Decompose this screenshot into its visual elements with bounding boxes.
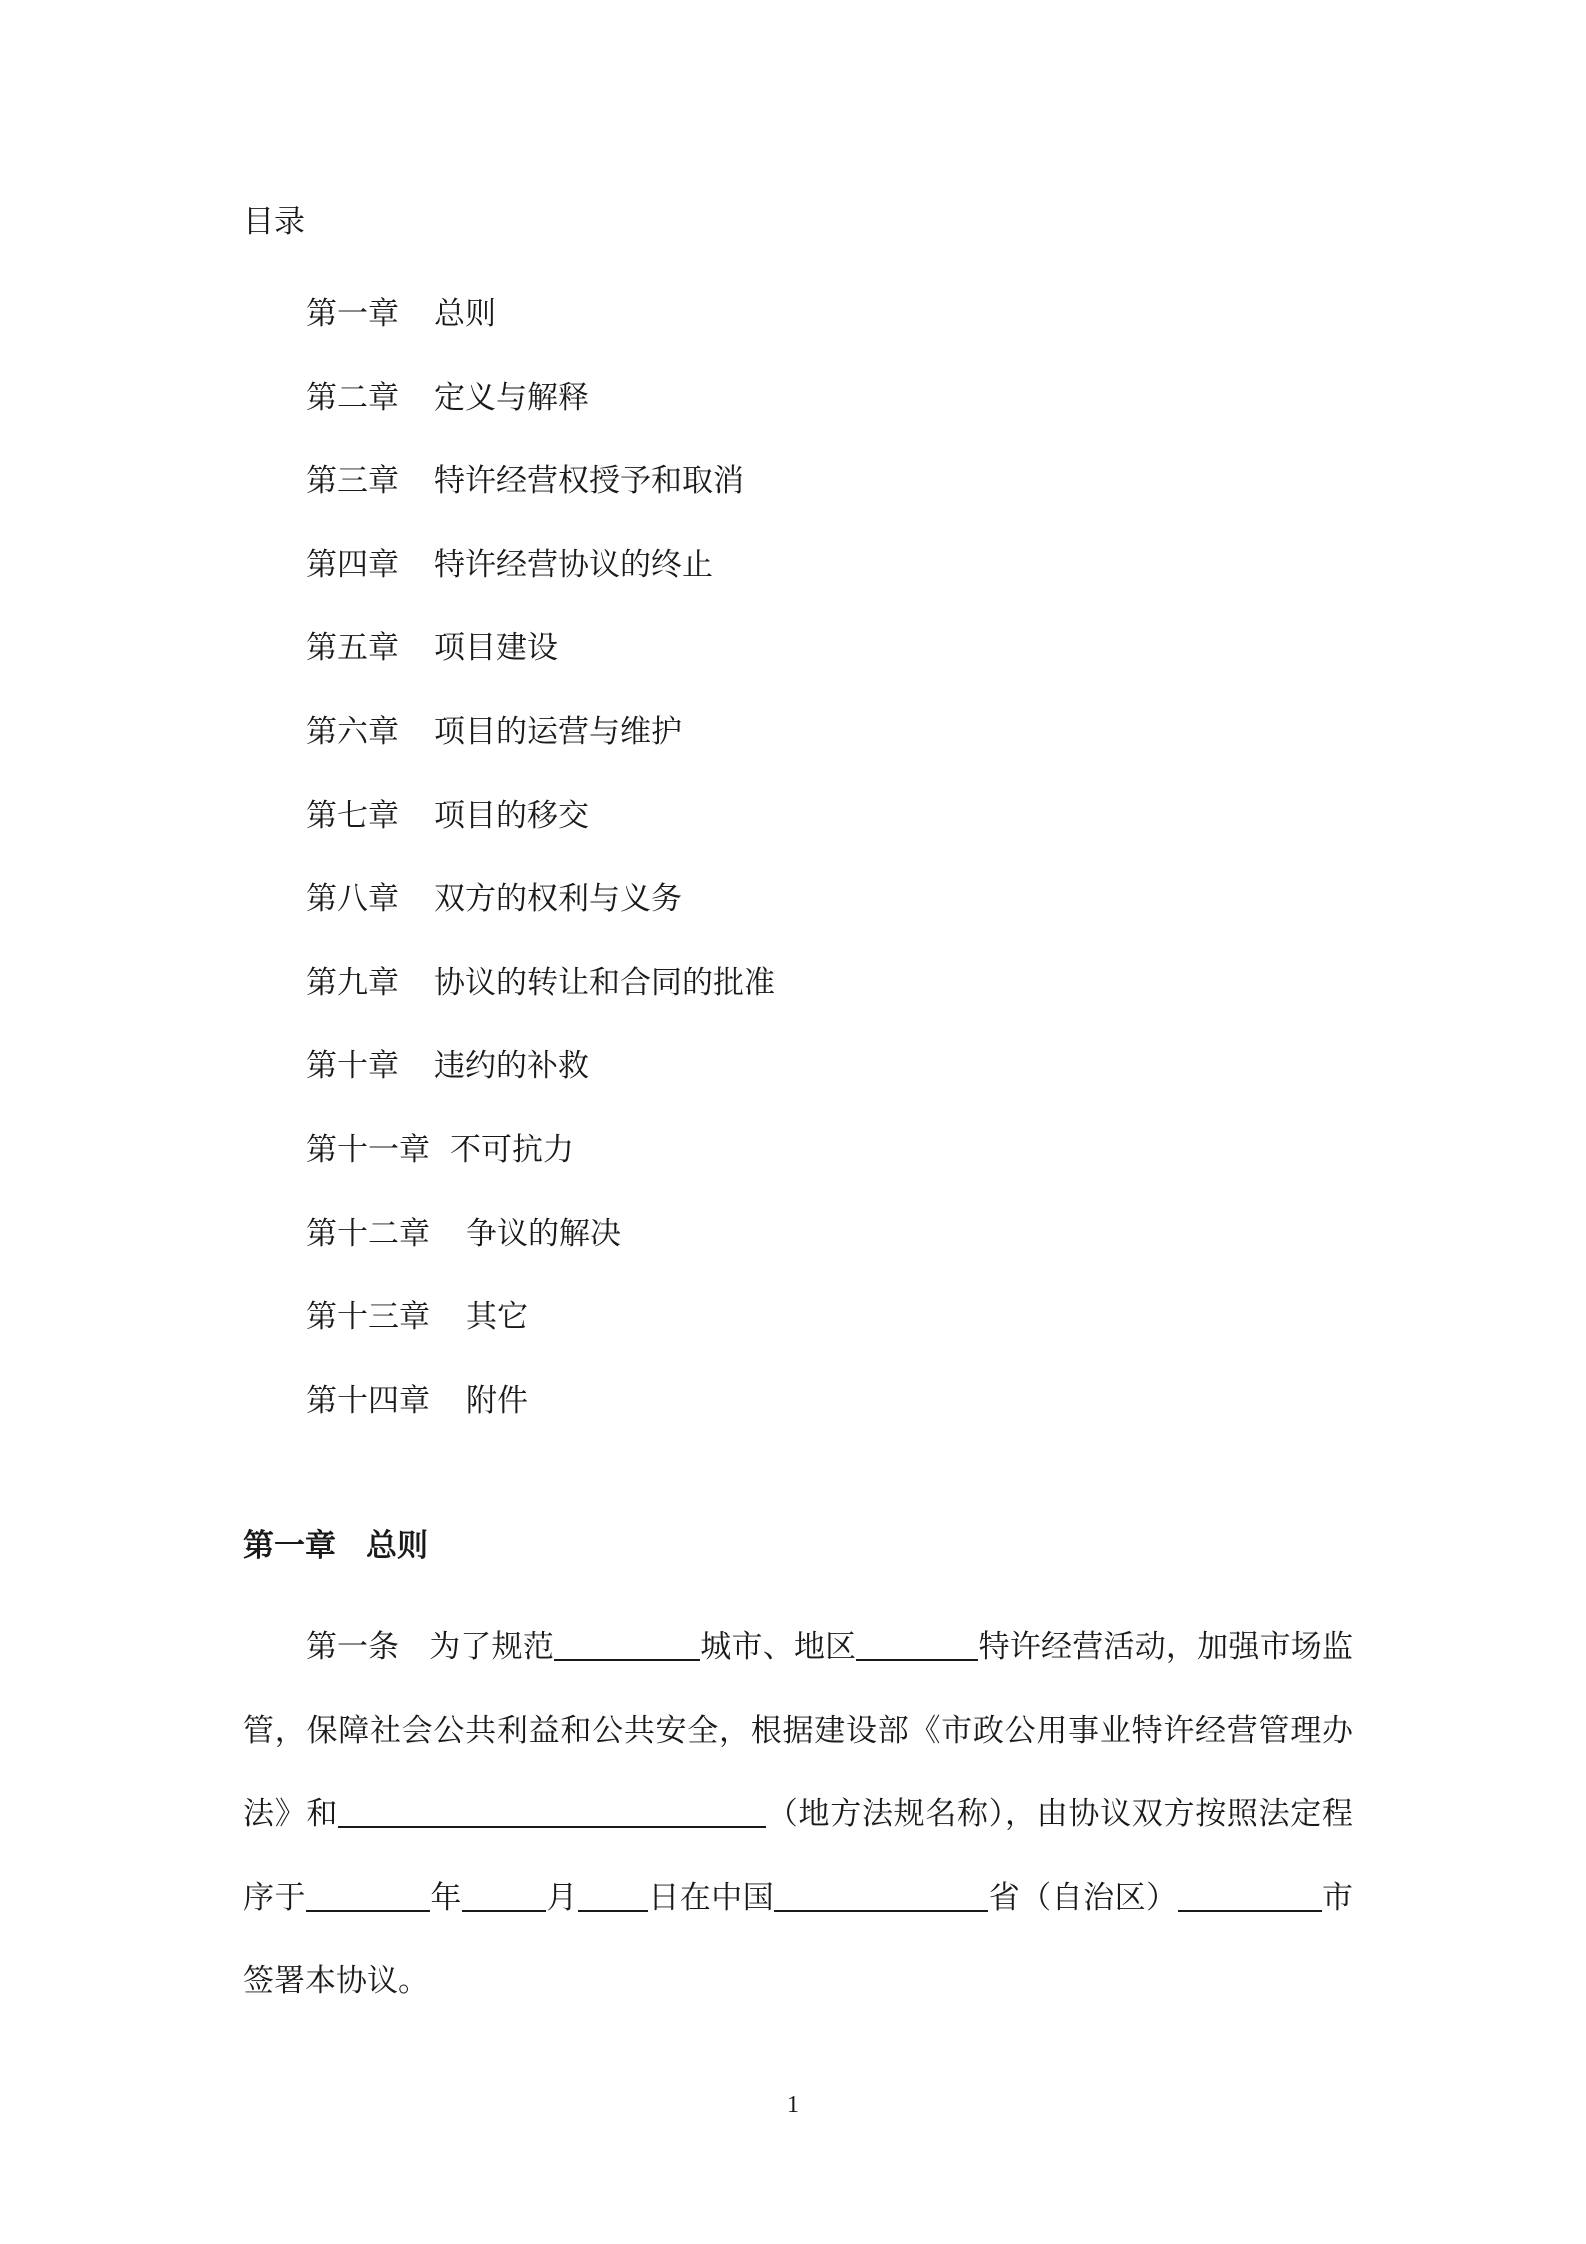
toc-item — [306, 1295, 775, 1379]
toc-item — [306, 1212, 775, 1296]
article-text: （地方法规名称），由协议双方按照法定程序于 — [243, 1796, 1354, 1916]
article-text: 日在中国 — [647, 1879, 775, 1916]
toc-item — [306, 626, 775, 710]
article-text: 月 — [545, 1879, 578, 1916]
toc-item-number: 第五章 — [306, 630, 399, 667]
toc-item-number: 第六章 — [306, 713, 399, 750]
toc-item-title: 总则 — [434, 296, 496, 332]
article-text: 省（自治区） — [988, 1879, 1178, 1916]
toc-item — [306, 961, 775, 1045]
toc-item — [306, 1128, 775, 1212]
toc-item — [306, 1379, 775, 1463]
fill-in-blank[interactable] — [554, 1629, 700, 1661]
page-number: 1 — [787, 2092, 799, 2118]
toc-item-number: 第九章 — [306, 964, 399, 1001]
toc-item-title: 项目建设 — [434, 630, 558, 667]
toc-item-title: 定义与解释 — [434, 379, 589, 416]
toc-item-title: 特许经营协议的终止 — [434, 546, 713, 583]
chapter-number: 第一章 — [243, 1528, 336, 1564]
toc-item-number: 第十章 — [306, 1048, 399, 1085]
toc-item-title: 项目的运营与维护 — [434, 713, 682, 750]
chapter-heading — [243, 1524, 428, 1568]
fill-in-blank[interactable] — [856, 1629, 978, 1661]
toc-list — [306, 292, 775, 1462]
toc-item-number: 第一章 — [306, 296, 399, 332]
toc-item-title: 违约的补救 — [434, 1048, 589, 1085]
toc-item-number: 第二章 — [306, 379, 399, 416]
fill-in-blank[interactable] — [338, 1796, 766, 1828]
toc-item-title: 争议的解决 — [466, 1215, 621, 1252]
toc-item-title: 其它 — [466, 1299, 528, 1336]
toc-item-title: 不可抗力 — [450, 1131, 574, 1168]
toc-item — [306, 710, 775, 794]
article-text: 为了规范 — [429, 1629, 555, 1665]
toc-item-title: 双方的权利与义务 — [434, 881, 682, 918]
toc-item-number: 第八章 — [306, 881, 399, 918]
toc-heading: 目录 — [243, 204, 305, 240]
article-text: 年 — [429, 1879, 462, 1916]
toc-item — [306, 794, 775, 878]
toc-item-number: 第十一章 — [306, 1131, 430, 1168]
toc-item — [306, 543, 775, 627]
toc-item-title: 附件 — [466, 1382, 528, 1419]
toc-item-title: 特许经营权授予和取消 — [434, 463, 744, 500]
chapter-title: 总则 — [366, 1528, 428, 1564]
toc-item-title: 项目的移交 — [434, 797, 589, 834]
fill-in-blank[interactable] — [462, 1880, 546, 1912]
article-text: 市签署本协议。 — [243, 1879, 1354, 2000]
fill-in-blank[interactable] — [774, 1880, 988, 1912]
toc-item — [306, 292, 775, 376]
toc-item-number: 第十四章 — [306, 1382, 430, 1419]
toc-item — [306, 1044, 775, 1128]
toc-item — [306, 877, 775, 961]
toc-item-number: 第十二章 — [306, 1215, 430, 1252]
toc-item-number: 第四章 — [306, 546, 399, 583]
toc-item-number: 第七章 — [306, 797, 399, 834]
toc-item-number: 第十三章 — [306, 1299, 430, 1336]
toc-item — [306, 376, 775, 460]
fill-in-blank[interactable] — [578, 1880, 648, 1912]
article-number: 第一条 — [306, 1629, 399, 1665]
article-paragraph — [243, 1606, 1353, 2024]
fill-in-blank[interactable] — [1178, 1880, 1322, 1912]
toc-item — [306, 459, 775, 543]
toc-item-title: 协议的转让和合同的批准 — [434, 964, 775, 1001]
fill-in-blank[interactable] — [306, 1880, 430, 1912]
article-text: 城市、地区 — [700, 1629, 857, 1665]
article-text: 特许经营活动，加强市场监管，保障社会公共利益和公共安全，根据建设部《市政公用事业特许经营管理办法》和 — [243, 1629, 1354, 1833]
toc-item-number: 第三章 — [306, 463, 399, 500]
